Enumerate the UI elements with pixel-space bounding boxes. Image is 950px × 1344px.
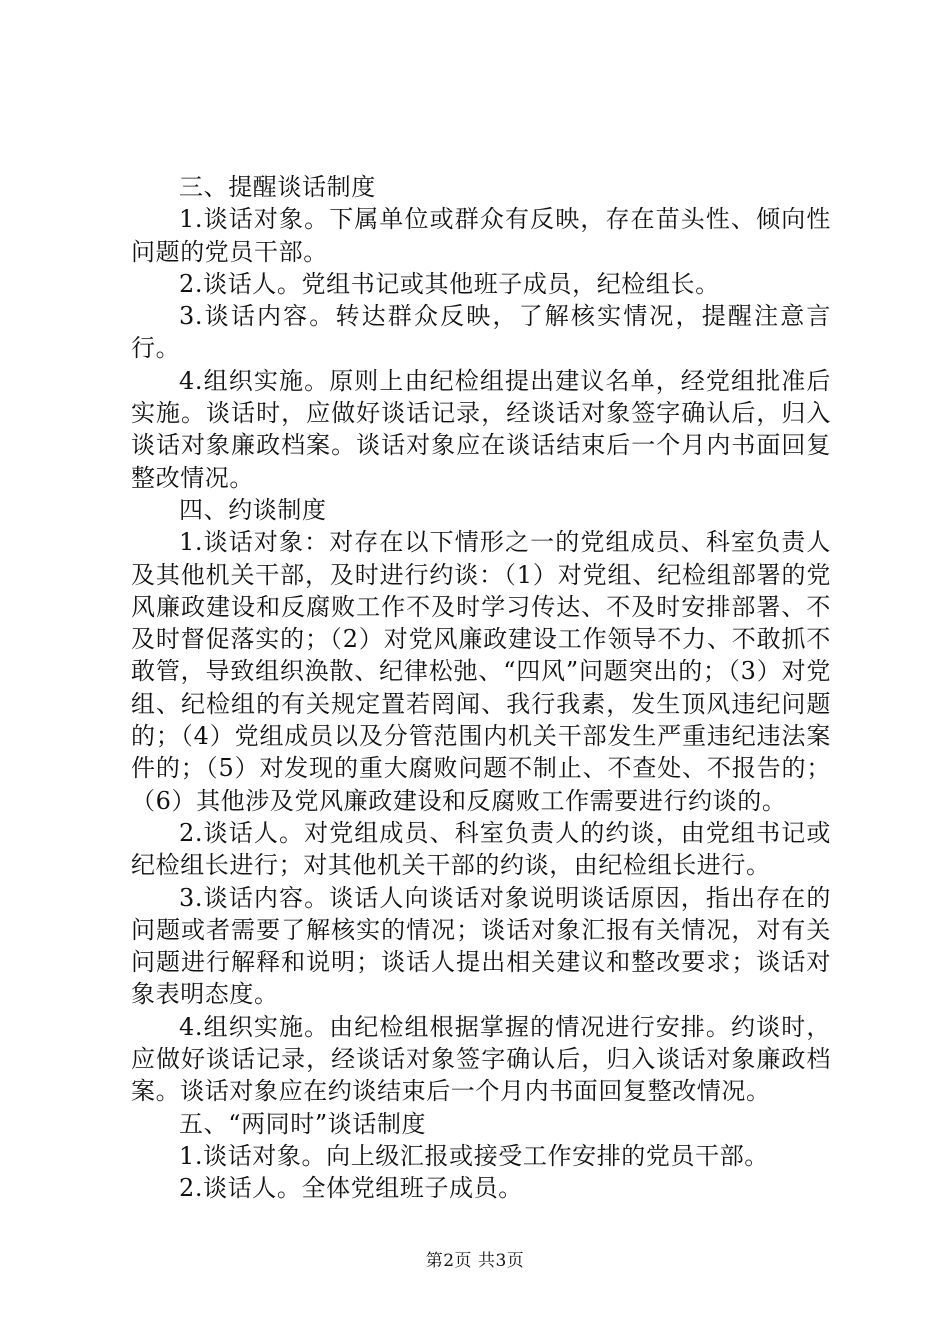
page-number-footer: 第2页 共3页 xyxy=(425,1251,525,1271)
paragraph: 4.组织实施。由纪检组根据掌握的情况进行安排。约谈时，应做好谈话记录，经谈话对象签字确认后，归入谈话对象廉政档案。谈话对象应在约谈结束后一个月内书面回复整改情况。 xyxy=(131,1012,831,1106)
paragraph: 1.谈话对象：对存在以下情形之一的党组成员、科室负责人及其他机关干部，及时进行约谈：（1）对党组、纪检组部署的党风廉政建设和反腐败工作不及时学习传达、不及时安排部署、不及时督促落实的；（2）对党风廉政建设工作领导不力、不敢抓不敢管，导致组织涣散、纪律松弛、“四风”问题突出的；（3）对党组、纪检组的有关规定置若罔闻、我行我素，发生顶风违纪问题的；（4）党组成员以及分管范围内机关干部发生严重违纪违法案件的；（5）对发现的重大腐败问题不制止、不查处、不报告的；（6）其他涉及党风廉政建设和反腐败工作需要进行约谈的。 xyxy=(131,528,831,815)
section-heading-two-simultaneous: 五、“两同时”谈话制度 xyxy=(179,1109,427,1138)
paragraph: 4.组织实施。原则上由纪检组提出建议名单，经党组批准后实施。谈话时，应做好谈话记录，经谈话对象签字确认后，归入谈话对象廉政档案。谈话对象应在谈话结束后一个月内书面回复整改情况。 xyxy=(131,366,831,492)
section-heading-interview: 四、约谈制度 xyxy=(179,495,327,524)
section-heading-reminder-talk: 三、提醒谈话制度 xyxy=(179,173,376,201)
paragraph: 3.谈话内容。转达群众反映，了解核实情况，提醒注意言行。 xyxy=(131,302,831,363)
paragraph: 1.谈话对象。向上级汇报或接受工作安排的党员干部。 xyxy=(179,1141,769,1170)
paragraph: 2.谈话人。全体党组班子成员。 xyxy=(179,1174,523,1203)
paragraph: 2.谈话人。对党组成员、科室负责人的约谈，由党组书记或纪检组长进行；对其他机关干部的约谈，由纪检组长进行。 xyxy=(131,818,831,880)
document-body xyxy=(131,171,831,1205)
paragraph: 3.谈话内容。谈话人向谈话对象说明谈话原因，指出存在的问题或者需要了解核实的情况；谈话对象汇报有关情况，对有关问题进行解释和说明；谈话人提出相关建议和整改要求；谈话对象表明态度。 xyxy=(131,883,831,1009)
paragraph: 1.谈话对象。下属单位或群众有反映，存在苗头性、倾向性问题的党员干部。 xyxy=(131,205,831,266)
paragraph: 2.谈话人。党组书记或其他班子成员，纪检组长。 xyxy=(179,269,720,298)
